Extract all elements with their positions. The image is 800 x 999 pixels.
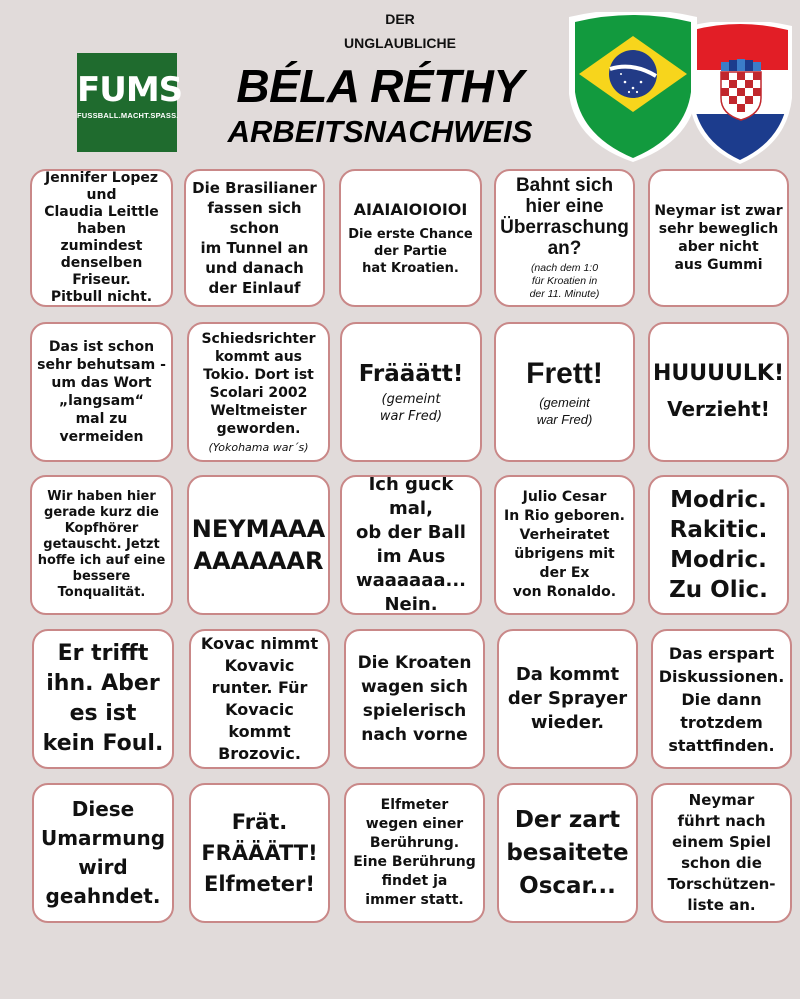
card-subline: Die erste Chance: [348, 226, 473, 242]
card-line: vermeiden: [59, 429, 144, 445]
card-line: denselben Friseur.: [60, 255, 143, 288]
title-name: BÉLA RÉTHY: [236, 60, 524, 112]
card-line: Diese: [71, 797, 135, 821]
card-text: [198, 330, 318, 455]
card-line: im Aus: [376, 546, 446, 567]
card-text: [505, 663, 630, 735]
card-text: [40, 639, 167, 759]
card-line: wagen sich: [360, 677, 468, 697]
bingo-card-15[interactable]: [648, 475, 789, 615]
card-line: kein Foul.: [42, 731, 164, 756]
card-line: kommt aus: [214, 348, 303, 365]
card-note: für Kroatien in: [531, 275, 598, 287]
card-line: aber nicht: [678, 239, 759, 255]
card-line: der Einlauf: [208, 279, 301, 297]
card-line: Zu Olic.: [669, 577, 768, 603]
bingo-card-12[interactable]: [187, 475, 330, 615]
card-text: [342, 475, 480, 615]
card-line: „langsam“: [58, 393, 144, 409]
card-line: übrigens mit: [514, 546, 615, 562]
bingo-card-18[interactable]: [344, 629, 485, 769]
card-line: FRÄÄÄTT!: [201, 840, 318, 865]
bingo-card-1[interactable]: [30, 169, 173, 307]
card-text: [198, 807, 320, 900]
card-subline: Verzieht!: [667, 397, 770, 421]
card-line: waaaaaa...: [355, 570, 467, 591]
card-text: [666, 485, 771, 605]
card-line: Frett!: [526, 356, 603, 390]
card-line: Die dann: [681, 689, 762, 709]
bingo-card-11[interactable]: [30, 475, 173, 615]
card-line: AAAAAAR: [193, 547, 324, 575]
card-line: fassen sich schon: [207, 199, 302, 237]
card-line: Brozovic.: [218, 744, 301, 763]
card-line: geahndet.: [45, 884, 161, 908]
card-line: Kovac nimmt: [200, 634, 319, 653]
card-line: Die Kroaten: [357, 653, 472, 673]
card-line: Wir haben hier: [47, 489, 156, 504]
card-text: [651, 202, 785, 274]
card-line: Das erspart: [668, 643, 775, 663]
card-note: war Fred): [379, 408, 443, 424]
card-line: schon die: [681, 854, 762, 872]
bingo-card-5[interactable]: [648, 169, 789, 307]
bingo-card-20[interactable]: [651, 629, 792, 769]
card-line: Rakitic.: [669, 517, 768, 543]
card-line: von Ronaldo.: [512, 584, 617, 600]
bingo-card-6[interactable]: [30, 322, 173, 462]
card-line: Modric.: [670, 547, 767, 573]
card-line: der Sprayer: [507, 688, 628, 709]
card-line: haben zumindest: [60, 221, 143, 254]
card-line: mal zu: [75, 411, 128, 427]
card-line: an?: [547, 238, 582, 259]
card-text: [650, 360, 787, 424]
card-line: Bahnt sich: [515, 175, 614, 196]
card-note: war Fred): [536, 411, 593, 427]
card-line: wegen einer: [365, 816, 464, 832]
bingo-card-7[interactable]: [187, 322, 330, 462]
card-line: Kopfhörer: [64, 521, 139, 536]
card-line: Tokio. Dort ist: [203, 366, 314, 383]
title-der: DER: [385, 11, 415, 27]
card-text: [497, 175, 632, 301]
card-line: Torschützen-: [667, 875, 776, 893]
card-text: [38, 795, 168, 911]
card-line: Tonqualität.: [57, 585, 146, 600]
card-line: trotzdem: [680, 712, 763, 732]
card-subline: hat Kroatien.: [362, 260, 459, 276]
card-line: findet ja: [381, 873, 448, 889]
card-text: [503, 804, 631, 903]
card-note: der 11. Minute): [529, 288, 600, 300]
bingo-card-10[interactable]: [648, 322, 789, 462]
bingo-card-24[interactable]: [497, 783, 638, 923]
card-line: und: [86, 187, 117, 203]
card-line: Modric.: [670, 487, 767, 513]
card-line: Scolari 2002: [209, 384, 308, 401]
card-line: Frät.: [231, 809, 288, 834]
card-line: der Ex: [539, 565, 590, 581]
card-line: bessere: [72, 569, 131, 584]
card-line: Ich guck mal,: [368, 475, 454, 519]
card-text: [189, 513, 328, 577]
card-line: HUUUULK!: [653, 361, 784, 386]
card-line: Da kommt: [515, 664, 620, 685]
card-line: sehr beweglich: [658, 221, 779, 237]
bingo-card-9[interactable]: [494, 322, 635, 462]
card-note: (nach dem 1:0: [530, 262, 599, 274]
card-line: Jennifer Lopez: [44, 170, 158, 186]
logo-wordmark: FUMS: [77, 70, 183, 110]
card-text: [34, 338, 169, 446]
card-line: Eine Berührung: [353, 854, 476, 870]
card-line: wird: [78, 855, 128, 879]
card-line: Überraschung: [500, 217, 629, 238]
card-line: Weltmeister: [210, 402, 307, 419]
card-line: besaitete: [506, 839, 629, 866]
card-line: Elfmeter!: [203, 871, 315, 896]
bingo-card-23[interactable]: [344, 783, 485, 923]
card-line: Verheiratet: [519, 527, 610, 543]
card-line: hoffe ich auf eine: [37, 553, 166, 568]
bingo-card-8[interactable]: [340, 322, 482, 462]
card-line: ihn. Aber: [46, 671, 160, 696]
card-line: sehr behutsam -: [37, 357, 166, 373]
card-text: [656, 642, 788, 757]
card-line: hier eine: [525, 196, 604, 217]
card-text: [355, 651, 475, 747]
card-subline: der Partie: [374, 243, 447, 259]
bingo-card-2[interactable]: [184, 169, 325, 307]
card-line: AIAIAIOIOIOI: [353, 199, 468, 219]
card-text: [32, 170, 171, 306]
card-text: [191, 633, 328, 765]
card-line: Claudia Leittle: [44, 204, 159, 220]
card-line: einem Spiel: [671, 833, 771, 851]
card-text: [35, 489, 169, 601]
card-line: Neymar: [688, 791, 755, 809]
card-line: im Tunnel an: [200, 239, 309, 257]
card-line: runter. Für: [211, 678, 308, 697]
card-line: getauscht. Jetzt: [43, 537, 160, 552]
card-line: Berührung.: [369, 835, 460, 851]
card-line: Elfmeter: [380, 797, 449, 813]
card-line: stattfinden.: [668, 735, 775, 755]
card-text: [664, 790, 778, 916]
card-line: nach vorne: [361, 725, 468, 745]
bingo-card-21[interactable]: [32, 783, 174, 923]
card-text: [523, 357, 606, 428]
card-line: NEYMAAA: [191, 515, 326, 543]
card-line: um das Wort: [51, 375, 152, 391]
card-line: Kovacic kommt: [225, 700, 294, 741]
card-line: Neymar ist zwar: [654, 203, 783, 219]
logo-tagline: FUSSBALL.MACHT.SPASS.: [77, 111, 179, 120]
bingo-card-14[interactable]: [494, 475, 635, 615]
card-note: (Yokohama war´s): [208, 440, 309, 454]
card-note: (gemeint: [539, 394, 590, 410]
card-line: Pitbull nicht.: [50, 289, 153, 305]
card-line: wieder.: [530, 712, 605, 733]
card-line: aus Gummi: [674, 257, 763, 273]
card-line: es ist: [69, 701, 137, 726]
card-line: Umarmung: [40, 826, 166, 850]
card-line: und danach: [205, 259, 304, 277]
title-subtitle: ARBEITSNACHWEIS: [227, 114, 533, 149]
card-line: Frääätt!: [358, 360, 464, 387]
bingo-card-13[interactable]: [340, 475, 482, 615]
bingo-card-3[interactable]: [339, 169, 482, 307]
bingo-card-16[interactable]: [32, 629, 174, 769]
title-unglaubliche: UNGLAUBLICHE: [344, 35, 456, 51]
card-text: [350, 796, 479, 910]
card-text: [345, 200, 475, 277]
card-line: Schiedsrichter: [201, 330, 316, 347]
card-line: Er trifft: [57, 641, 149, 666]
card-note: (gemeint: [381, 391, 441, 407]
card-line: Der zart: [514, 806, 621, 833]
card-line: führt nach: [677, 812, 766, 830]
card-line: Julio Cesar: [522, 489, 607, 505]
bingo-card-22[interactable]: [189, 783, 330, 923]
bingo-card-4[interactable]: [494, 169, 635, 307]
card-line: Oscar...: [519, 872, 616, 899]
card-text: [501, 488, 628, 602]
card-text: [356, 360, 467, 425]
card-line: Das ist schon: [48, 339, 155, 355]
bingo-card-25[interactable]: [651, 783, 792, 923]
card-text: [186, 178, 323, 298]
card-line: gerade kurz die: [44, 505, 159, 520]
card-line: Kovavic: [224, 656, 295, 675]
bingo-card-17[interactable]: [189, 629, 330, 769]
card-line: Diskussionen.: [658, 666, 785, 686]
card-line: immer statt.: [365, 892, 464, 908]
card-line: Nein.: [384, 594, 438, 615]
card-line: Die Brasilianer: [192, 179, 317, 197]
bingo-card-19[interactable]: [497, 629, 638, 769]
card-line: ob der Ball: [356, 522, 466, 543]
card-line: geworden.: [216, 420, 301, 437]
card-line: In Rio geboren.: [504, 508, 625, 524]
card-line: liste an.: [687, 896, 756, 914]
card-line: spielerisch: [362, 701, 467, 721]
